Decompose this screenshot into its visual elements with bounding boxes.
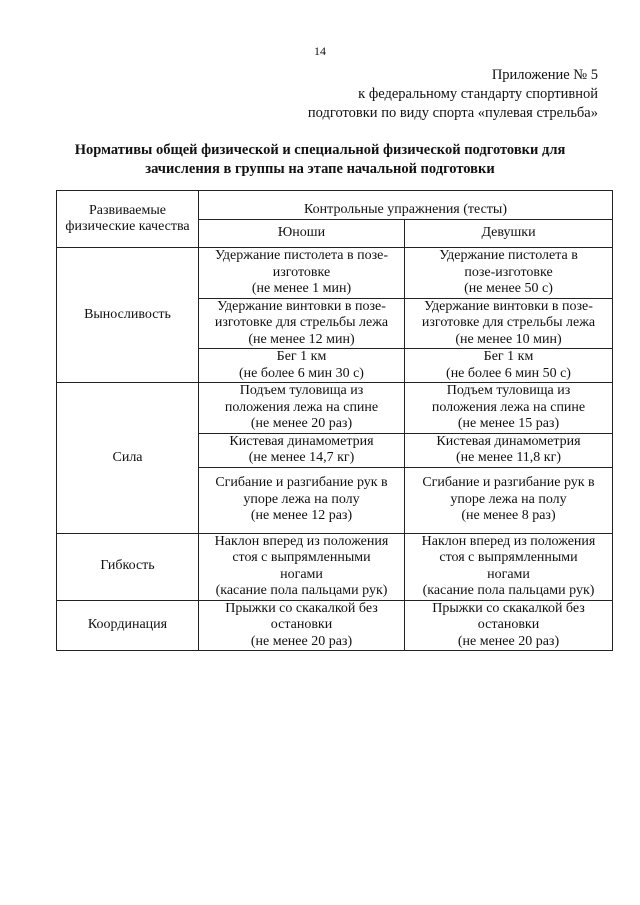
girls-test-cell xyxy=(405,433,613,467)
cell-line: (касание пола пальцами рук) xyxy=(215,583,388,598)
cell-line: остановки xyxy=(270,617,333,632)
table-row xyxy=(57,248,613,299)
girls-test-cell xyxy=(405,600,613,651)
appendix-line: подготовки по виду спорта «пулевая стрельба» xyxy=(307,105,598,121)
cell-line: ногами xyxy=(280,566,323,582)
cell-line: Удержание винтовки в позе- xyxy=(217,298,386,314)
cell-line: Удержание пистолета в позе- xyxy=(214,248,389,263)
cell-line: (не более 6 мин 50 с) xyxy=(446,365,571,381)
page-number: 14 xyxy=(314,44,326,58)
cell-line: (не менее 14,7 кг) xyxy=(248,450,355,465)
cell-line: стоя с выпрямленными xyxy=(439,550,578,565)
cell-line: (не менее 12 раз) xyxy=(250,508,353,524)
quality-cell: Сила xyxy=(57,383,199,534)
header-girls: Девушки xyxy=(405,219,613,248)
cell-line: стоя с выпрямленными xyxy=(232,550,371,565)
cell-line: (не менее 12 мин) xyxy=(248,331,355,347)
header-qualities: Развиваемые физические качества xyxy=(57,191,199,248)
cell-line: (касание пола пальцами рук) xyxy=(422,583,595,598)
cell-line: положения лежа на спине xyxy=(431,399,586,415)
title-line: зачисления в группы на этапе начальной подготовки xyxy=(145,161,495,177)
document-title xyxy=(40,141,600,179)
quality-cell: Координация xyxy=(57,600,199,651)
boys-test-cell xyxy=(199,298,405,349)
cell-line: (не менее 20 раз) xyxy=(250,416,353,431)
appendix-line: к федеральному стандарту спортивной xyxy=(358,86,598,102)
cell-line: Подъем туловища из xyxy=(239,383,364,398)
norms-table xyxy=(56,190,613,651)
cell-line: (не более 6 мин 30 с) xyxy=(239,365,364,381)
cell-line: (не менее 10 мин) xyxy=(455,331,562,347)
cell-line: изготовке xyxy=(272,264,331,280)
header-boys: Юноши xyxy=(199,219,405,248)
cell-line: остановки xyxy=(477,617,540,632)
table-row xyxy=(57,600,613,651)
cell-line: ногами xyxy=(487,566,530,582)
girls-test-cell xyxy=(405,298,613,349)
girls-test-cell xyxy=(405,248,613,299)
cell-line: (не менее 20 раз) xyxy=(250,633,353,649)
table-row xyxy=(57,383,613,434)
cell-line: упоре лежа на полу xyxy=(450,491,567,507)
cell-line: Сгибание и разгибание рук в xyxy=(215,475,388,491)
cell-line: Кистевая динамометрия xyxy=(229,433,374,449)
boys-test-cell xyxy=(199,600,405,651)
girls-test-cell xyxy=(405,349,613,383)
cell-line: (не менее 50 с) xyxy=(464,281,553,296)
cell-line: положения лежа на спине xyxy=(224,399,379,415)
quality-cell: Гибкость xyxy=(57,533,199,600)
cell-line: (не менее 1 мин) xyxy=(251,281,352,296)
appendix-line: Приложение № 5 xyxy=(491,67,598,83)
cell-line: позе-изготовке xyxy=(464,264,553,280)
header-tests: Контрольные упражнения (тесты) xyxy=(199,191,613,220)
cell-line: Наклон вперед из положения xyxy=(214,533,389,549)
cell-line: Бег 1 км xyxy=(483,349,534,364)
cell-line: (не менее 20 раз) xyxy=(457,633,560,649)
cell-line: Кистевая динамометрия xyxy=(436,433,581,449)
cell-line: Прыжки со скакалкой без xyxy=(225,600,378,616)
cell-line: упоре лежа на полу xyxy=(243,491,360,507)
title-line: Нормативы общей физической и специальной физической подготовки для xyxy=(74,142,566,158)
appendix-note xyxy=(308,66,598,123)
cell-line: изготовке для стрельбы лежа xyxy=(214,315,389,330)
boys-test-cell xyxy=(199,467,405,533)
boys-test-cell xyxy=(199,248,405,299)
boys-test-cell xyxy=(199,349,405,383)
girls-test-cell xyxy=(405,383,613,434)
cell-line: Наклон вперед из положения xyxy=(421,533,596,549)
cell-line: Удержание пистолета в xyxy=(439,248,578,263)
cell-line: изготовке для стрельбы лежа xyxy=(421,315,596,330)
cell-line: (не менее 15 раз) xyxy=(457,416,560,431)
cell-line: Прыжки со скакалкой без xyxy=(432,600,585,616)
table-row xyxy=(57,533,613,600)
cell-line: Удержание винтовки в позе- xyxy=(424,298,593,314)
boys-test-cell xyxy=(199,433,405,467)
cell-line: (не менее 8 раз) xyxy=(461,508,556,524)
cell-line: Сгибание и разгибание рук в xyxy=(422,475,595,491)
boys-test-cell xyxy=(199,533,405,600)
quality-cell: Выносливость xyxy=(57,248,199,383)
cell-line: Подъем туловища из xyxy=(446,383,571,398)
girls-test-cell xyxy=(405,533,613,600)
girls-test-cell xyxy=(405,467,613,533)
cell-line: Бег 1 км xyxy=(276,349,327,364)
cell-line: (не менее 11,8 кг) xyxy=(455,450,562,465)
boys-test-cell xyxy=(199,383,405,434)
